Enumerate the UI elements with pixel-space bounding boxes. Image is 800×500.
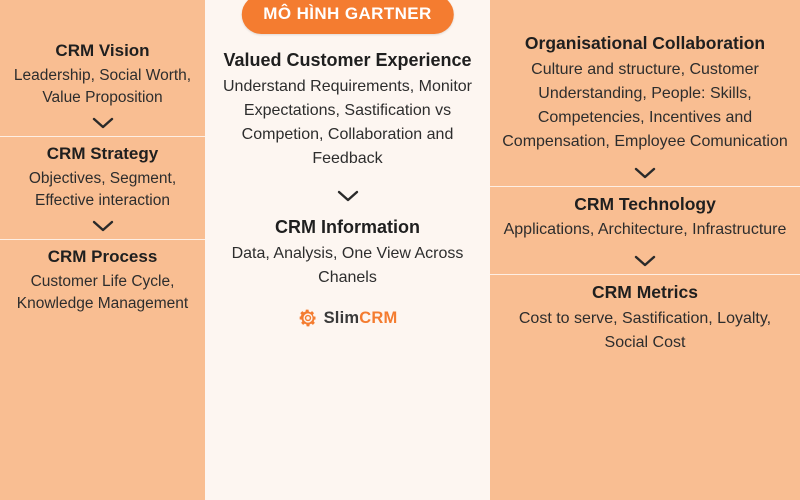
block-crm-process xyxy=(0,246,205,316)
gear-icon xyxy=(298,308,318,328)
block-body: Culture and structure, Customer Understanding, People: Skills, Competencies, Incentives and Compensation, Employee Comunication xyxy=(502,60,788,150)
block-body: Objectives, Segment, Effective interaction xyxy=(28,169,177,210)
center-column xyxy=(205,0,490,500)
block-heading: CRM Process xyxy=(47,246,158,266)
block-crm-strategy xyxy=(0,143,205,213)
chevron-down-icon-center-1 xyxy=(205,183,490,209)
right-column xyxy=(490,0,800,500)
block-crm-technology xyxy=(490,193,800,243)
chevron-down-icon-left-1 xyxy=(0,110,205,136)
block-body: Data, Analysis, One View Across Chanels xyxy=(231,245,464,287)
chevron-down-icon-right-1 xyxy=(490,160,800,186)
block-crm-information xyxy=(205,215,490,290)
chevron-down-icon-left-2 xyxy=(0,213,205,239)
slimcrm-logo xyxy=(205,308,490,328)
logo-text xyxy=(324,309,398,328)
block-heading: CRM Vision xyxy=(55,41,150,60)
block-heading: CRM Strategy xyxy=(46,143,159,163)
logo-text-accent: CRM xyxy=(359,308,398,327)
left-column xyxy=(0,0,205,500)
block-heading: Valued Customer Experience xyxy=(223,50,472,70)
block-body: Leadership, Social Worth, Value Proposition xyxy=(13,66,192,107)
block-heading: CRM Information xyxy=(275,217,420,238)
block-body: Applications, Architecture, Infrastructure xyxy=(503,221,787,239)
diagram-title: MÔ HÌNH GARTNER xyxy=(241,0,453,34)
block-body: Cost to serve, Sastification, Loyalty, Social Cost xyxy=(518,309,772,351)
logo-text-primary: Slim xyxy=(323,308,360,327)
block-heading: CRM Technology xyxy=(574,193,716,214)
block-heading: Organisational Collaboration xyxy=(524,33,766,53)
block-body: Customer Life Cycle, Knowledge Management xyxy=(16,272,189,313)
block-crm-metrics xyxy=(490,281,800,355)
block-organisational-collaboration xyxy=(490,32,800,154)
block-heading: CRM Metrics xyxy=(592,282,698,303)
block-crm-vision xyxy=(0,40,205,110)
block-body: Understand Requirements, Monitor Expectations, Sastification vs Competion, Collaboration and Feedback xyxy=(222,78,472,168)
chevron-down-icon-right-2 xyxy=(490,248,800,274)
block-valued-customer-experience xyxy=(205,48,490,171)
